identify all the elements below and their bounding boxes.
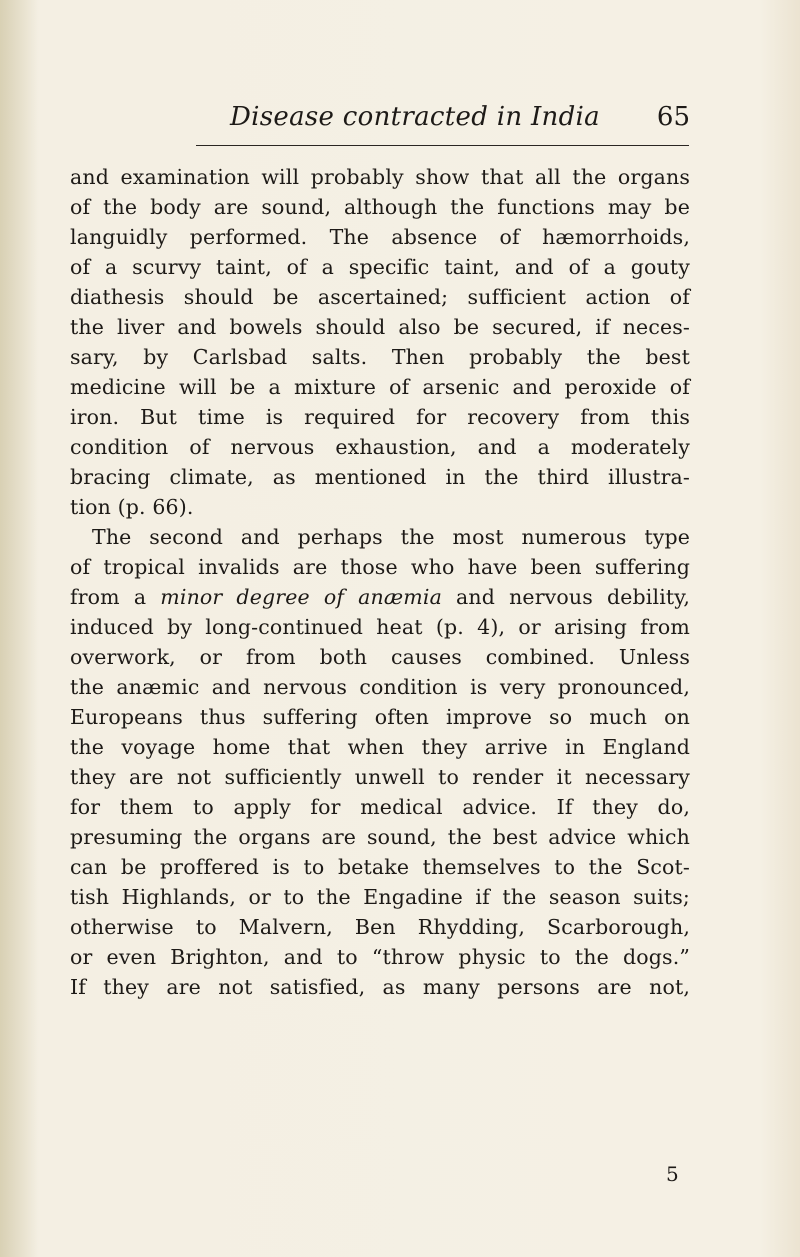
text-line: tion (p. 66). [70, 495, 194, 519]
text-line: of tropical invalids are those who have been suffering [70, 555, 690, 579]
paragraph-start-line: The second and perhaps the most numerous type [92, 525, 690, 549]
italic-phrase: minor degree of anæmia [160, 585, 442, 609]
text-line: the anæmic and nervous condition is very pronounced, [70, 675, 690, 699]
text-line: for them to apply for medical advice. If they do, [70, 795, 690, 819]
text-line: the voyage home that when they arrive in England [70, 735, 690, 759]
text-line: iron. But time is required for recovery from this [70, 405, 690, 429]
text-line: tish Highlands, or to the Engadine if the season suits; [70, 885, 690, 909]
text-line: overwork, or from both causes combined. Unless [70, 645, 690, 669]
text-line: medicine will be a mixture of arsenic and peroxide of [70, 375, 690, 399]
text-line: Europeans thus suffering often improve so much on [70, 705, 690, 729]
text-line: of the body are sound, although the functions may be [70, 195, 690, 219]
page-gutter [0, 0, 38, 1257]
text-line: bracing climate, as mentioned in the third illustra- [70, 465, 690, 489]
text-line: induced by long-continued heat (p. 4), or arising from [70, 615, 690, 639]
text-line [70, 582, 690, 612]
text-line: If they are not satisfied, as many persons are not, [70, 975, 690, 999]
signature-mark: 5 [666, 1162, 679, 1186]
text-segment: and nervous debility, [441, 585, 690, 609]
running-head [70, 102, 690, 142]
text-line: or even Brighton, and to “throw physic to the dogs.” [70, 945, 690, 969]
text-line: can be proffered is to betake themselves to the Scot- [70, 855, 690, 879]
text-line: sary, by Carlsbad salts. Then probably the best [70, 345, 690, 369]
text-line: languidly performed. The absence of hæmorrhoids, [70, 225, 690, 249]
body-text [70, 162, 690, 1002]
text-line: the liver and bowels should also be secured, if neces- [70, 315, 690, 339]
text-line: diathesis should be ascertained; sufficient action of [70, 285, 690, 309]
text-line: condition of nervous exhaustion, and a moderately [70, 435, 690, 459]
text-line: and examination will probably show that all the organs [70, 165, 690, 189]
text-line: presuming the organs are sound, the best advice which [70, 825, 690, 849]
text-line: they are not sufficiently unwell to render it necessary [70, 765, 690, 789]
text-line: otherwise to Malvern, Ben Rhydding, Scarborough, [70, 915, 690, 939]
text-segment: from a [70, 585, 161, 609]
running-title: Disease contracted in India [230, 102, 600, 132]
text-line: of a scurvy taint, of a specific taint, and of a gouty [70, 255, 690, 279]
page-number: 65 [656, 102, 690, 132]
header-rule [196, 145, 689, 146]
